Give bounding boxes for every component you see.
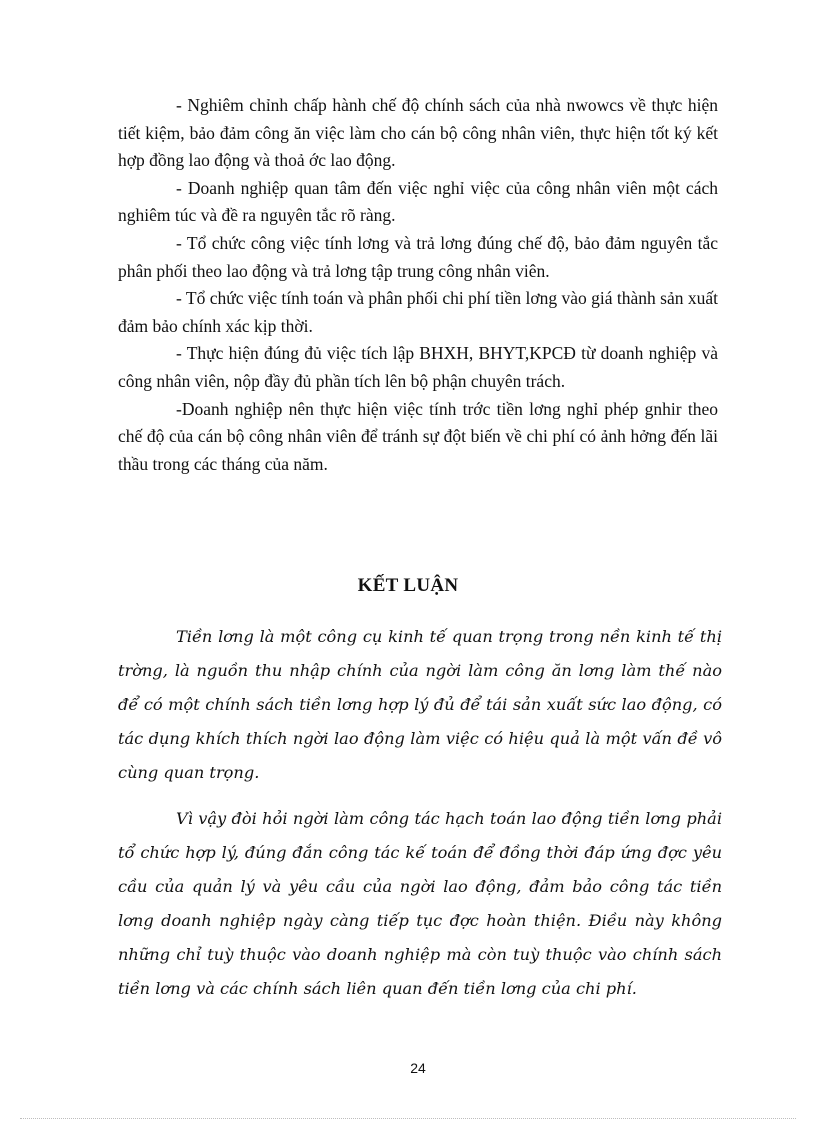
body-text — [118, 92, 718, 478]
conclusion-paragraph-1: Tiền lơng là một công cụ kinh tế quan trọng trong nền kinh tế thị trờng, là nguồn thu nhập chính của ngời làm công ăn lơng làm thế nào để có một chính sách tiền lơng hợp lý đủ để tái sản xuất sức lao động, có tác dụng khích thích ngời lao động làm việc có hiệu quả là một vấn đề vô cùng quan trọng. — [118, 627, 722, 782]
paragraph-insurance-funds: - Thực hiện đúng đủ việc tích lập BHXH, BHYT,KPCĐ từ doanh nghiệp và công nhân viên, nộp đầy đủ phần tích lên bộ phận chuyên trách. — [118, 343, 718, 391]
paragraph-cost-allocation: - Tổ chức việc tính toán và phân phối chi phí tiền lơng vào giá thành sản xuất đảm bảo chính xác kịp thời. — [118, 288, 718, 336]
paragraph-policy-compliance: - Nghiêm chỉnh chấp hành chế độ chính sách của nhà nwowcs về thực hiện tiết kiệm, bảo đảm công ăn việc làm cho cán bộ công nhân viên, thực hiện tốt ký kết hợp đồng lao động và thoả ớc lao động. — [118, 95, 718, 171]
conclusion-text — [118, 620, 722, 1018]
conclusion-paragraph-2: Vì vậy đòi hỏi ngời làm công tác hạch toán lao động tiền lơng phải tổ chức hợp lý, đúng đắn công tác kế toán để đồng thời đáp ứng đợc yêu cầu của quản lý và yêu cầu của ngời lao động, đảm bảo công tác tiền lơng doanh nghiệp ngày càng tiếp tục đợc hoàn thiện. Điều này không những chỉ tuỳ thuộc vào doanh nghiệp mà còn tuỳ thuộc vào chính sách tiền lơng và các chính sách liên quan đến tiền lơng của chi phí. — [118, 809, 722, 998]
paragraph-leave-management: - Doanh nghiệp quan tâm đến việc nghỉ việc của công nhân viên một cách nghiêm túc và đề ra nguyên tắc rõ ràng. — [118, 177, 718, 226]
section-heading: KẾT LUẬN — [357, 575, 459, 596]
paragraph-leave-accrual: -Doanh nghiệp nên thực hiện việc tính trớc tiền lơng nghỉ phép gnhir theo chế độ của cán bộ công nhân viên để tránh sự đột biến về chi phí có ảnh hởng đến lãi thầu trong các tháng của năm. — [118, 398, 718, 474]
paragraph-salary-organization: - Tổ chức công việc tính lơng và trả lơng đúng chế độ, bảo đảm nguyên tắc phân phối theo lao động và trả lơng tập trung công nhân viên. — [118, 232, 718, 281]
page-number: 24 — [410, 1060, 426, 1076]
page-bottom-divider — [20, 1118, 796, 1119]
